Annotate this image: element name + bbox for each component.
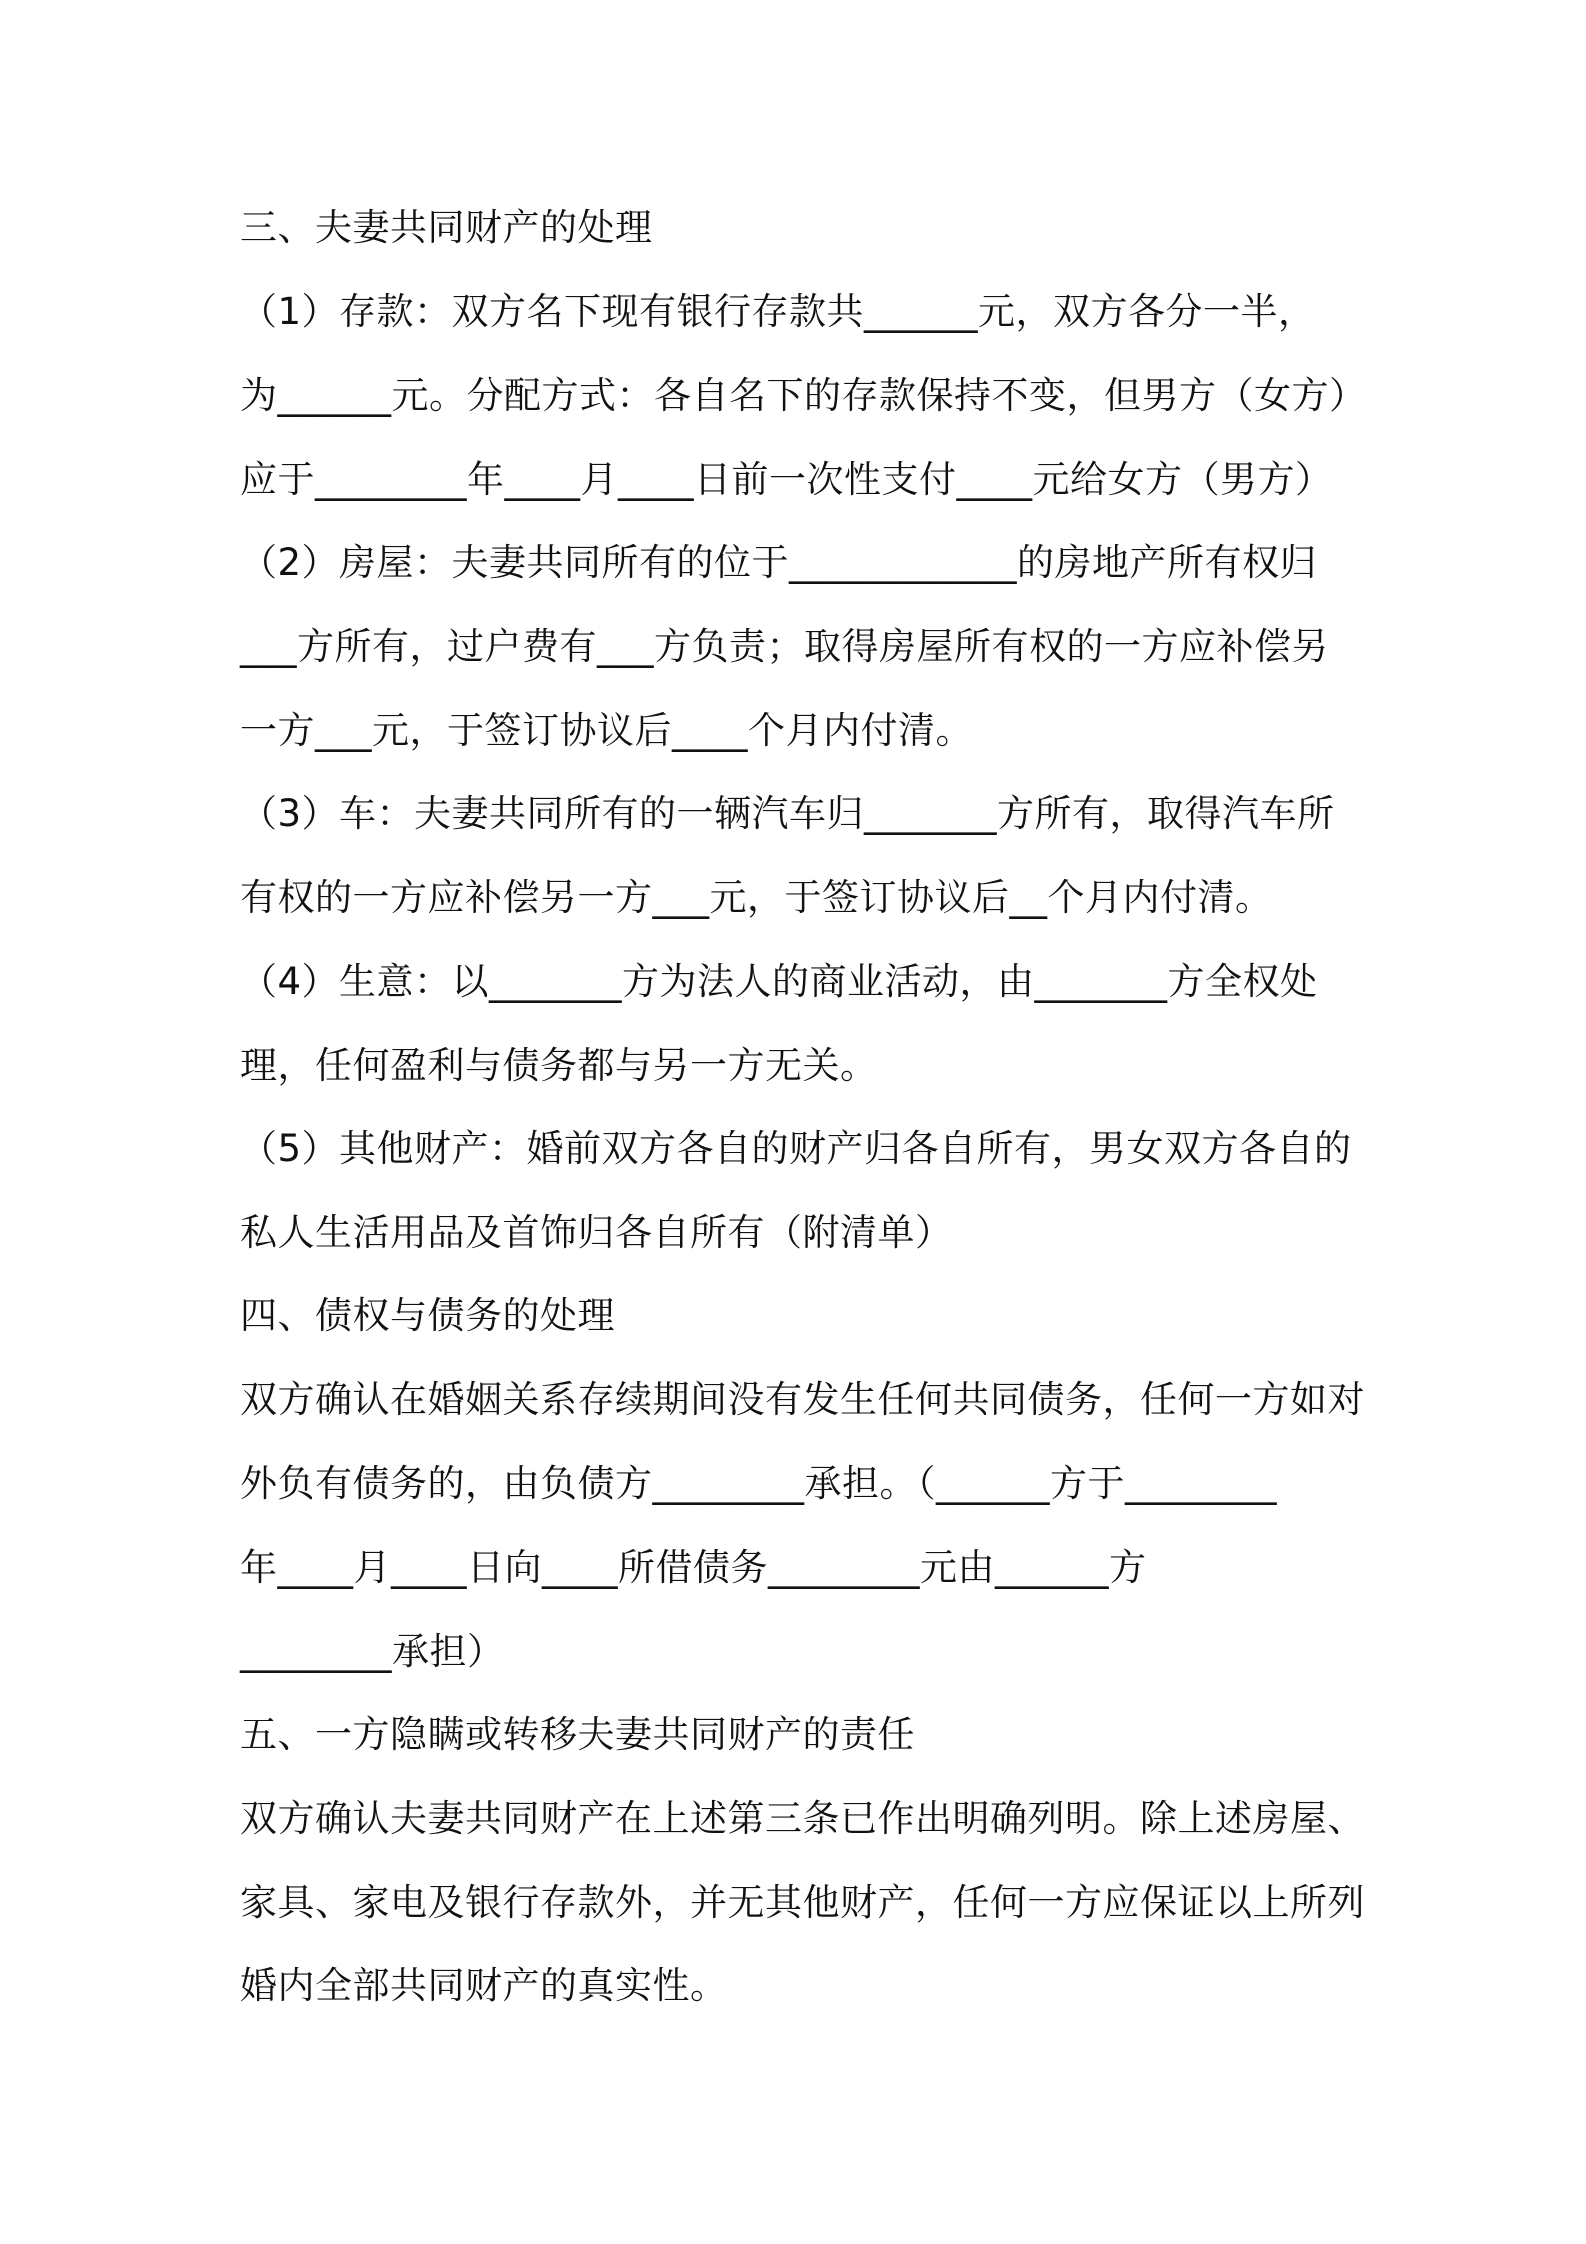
section-5-heading: 五、一方隐瞒或转移夫妻共同财产的责任 xyxy=(240,1713,915,1756)
debt-clause-line-3: 年____月____日向____所借债务________元由______方 xyxy=(240,1546,1147,1589)
business-clause-line-1: （4）生意：以_______方为法人的商业活动，由_______方全权处 xyxy=(240,960,1318,1003)
concealment-clause-line-1: 双方确认夫妻共同财产在上述第三条已作出明确列明。除上述房屋、 xyxy=(240,1797,1365,1840)
house-clause-line-1: （2）房屋：夫妻共同所有的位于____________的房地产所有权归 xyxy=(240,541,1318,584)
house-clause-line-3: 一方___元，于签订协议后____个月内付清。 xyxy=(240,709,973,752)
concealment-clause-line-2: 家具、家电及银行存款外，并无其他财产，任何一方应保证以上所列 xyxy=(240,1881,1365,1924)
debt-clause-line-2: 外负有债务的，由负债方________承担。（______方于________ xyxy=(240,1462,1277,1505)
savings-clause-line-3: 应于________年____月____日前一次性支付____元给女方（男方） xyxy=(240,458,1333,501)
other-property-line-1: （5）其他财产：婚前双方各自的财产归各自所有，男女双方各自的 xyxy=(240,1127,1352,1170)
debt-clause-line-1: 双方确认在婚姻关系存续期间没有发生任何共同债务，任何一方如对 xyxy=(240,1378,1365,1421)
house-clause-line-2: ___方所有，过户费有___方负责；取得房屋所有权的一方应补偿另 xyxy=(240,625,1329,668)
section-3-heading: 三、夫妻共同财产的处理 xyxy=(240,206,653,249)
section-4-heading: 四、债权与债务的处理 xyxy=(240,1294,615,1337)
debt-clause-line-4: ________承担） xyxy=(240,1630,505,1673)
savings-clause-line-2: 为______元。分配方式：各自名下的存款保持不变，但男方（女方） xyxy=(240,374,1367,417)
business-clause-line-2: 理，任何盈利与债务都与另一方无关。 xyxy=(240,1044,878,1087)
savings-clause-line-1: （1）存款：双方名下现有银行存款共______元，双方各分一半， xyxy=(240,290,1316,333)
concealment-clause-line-3: 婚内全部共同财产的真实性。 xyxy=(240,1964,728,2007)
car-clause-line-1: （3）车：夫妻共同所有的一辆汽车归_______方所有，取得汽车所 xyxy=(240,792,1335,835)
other-property-line-2: 私人生活用品及首饰归各自所有（附清单） xyxy=(240,1211,953,1254)
car-clause-line-2: 有权的一方应补偿另一方___元，于签订协议后__个月内付清。 xyxy=(240,876,1273,919)
